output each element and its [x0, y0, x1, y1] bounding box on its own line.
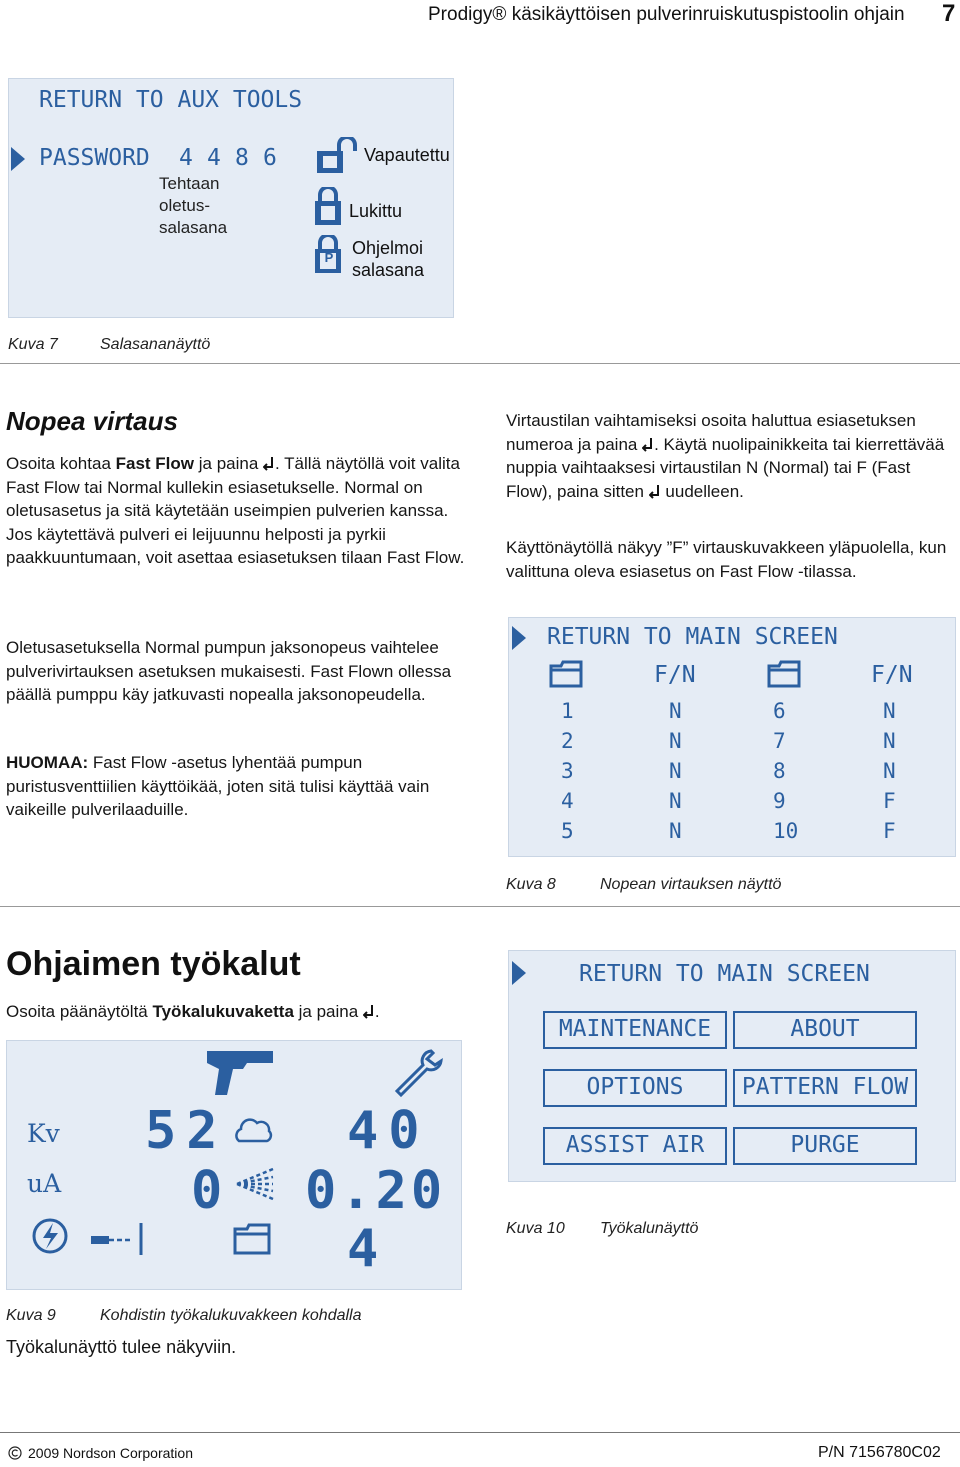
- note-line: salasana: [159, 218, 228, 237]
- label-line: salasana: [352, 260, 425, 280]
- caption-title: Työkalunäyttö: [600, 1220, 699, 1237]
- preset-mode[interactable]: N: [883, 699, 896, 723]
- caption-number: Kuva 8: [506, 876, 556, 893]
- text-bold: Työkalukuvaketta: [152, 1002, 294, 1021]
- purge-button[interactable]: PURGE: [733, 1127, 917, 1165]
- fn-header: F/N: [871, 662, 913, 688]
- footer-part-number: P/N 7156780C02: [818, 1444, 941, 1461]
- text: .: [374, 1002, 380, 1021]
- enter-key-icon: [363, 1004, 375, 1020]
- section-heading-tools: Ohjaimen työkalut: [6, 945, 301, 983]
- preset-numbers-right: [773, 696, 798, 846]
- return-main-screen[interactable]: RETURN TO MAIN SCREEN: [547, 624, 838, 650]
- password-label: PASSWORD: [39, 145, 150, 171]
- preset-folder-icon: [233, 1223, 273, 1257]
- preset-number[interactable]: 2: [561, 729, 574, 753]
- cursor-arrow-icon: [512, 626, 526, 650]
- enter-key-icon: [649, 484, 661, 500]
- tools-screen: [508, 950, 956, 1182]
- spray-pattern-icon: [233, 1165, 277, 1203]
- figure-8-title: [600, 876, 781, 894]
- caption-number: Kuva 7: [8, 336, 58, 353]
- running-header: [428, 4, 905, 26]
- preset-numbers-left: [561, 696, 574, 846]
- text-bold: Fast Flow: [115, 454, 195, 473]
- note-label: HUOMAA:: [6, 753, 89, 772]
- pattern-flow-button[interactable]: PATTERN FLOW: [733, 1069, 917, 1107]
- text: uudelleen.: [660, 481, 744, 501]
- tools-paragraph: [6, 1000, 466, 1024]
- preset-number[interactable]: 7: [773, 729, 786, 753]
- default-password-note: [159, 173, 227, 239]
- text: ja paina: [194, 454, 264, 473]
- right-paragraph-1: [506, 409, 956, 503]
- wrench-tool-icon[interactable]: [391, 1047, 443, 1099]
- figure-9-caption: [6, 1307, 56, 1325]
- return-aux-tools[interactable]: RETURN TO AUX TOOLS: [39, 87, 303, 113]
- gun-flush-icon: [89, 1221, 145, 1257]
- preset-number[interactable]: 9: [773, 789, 786, 813]
- preset-folder-icon: [549, 660, 583, 688]
- page-number: 7: [942, 0, 956, 27]
- return-main-screen[interactable]: RETURN TO MAIN SCREEN: [579, 961, 870, 987]
- about-button[interactable]: ABOUT: [733, 1011, 917, 1049]
- password-digit[interactable]: 4: [207, 145, 221, 171]
- figure-9-title: [100, 1307, 362, 1325]
- options-button[interactable]: OPTIONS: [543, 1069, 727, 1107]
- preset-mode[interactable]: N: [883, 729, 896, 753]
- ua-value: 0: [191, 1161, 223, 1221]
- program-password-label: [352, 237, 424, 281]
- caption-title: Kohdistin työkalukuvakkeen kohdalla: [100, 1307, 362, 1324]
- preset-number[interactable]: 5: [561, 819, 574, 843]
- preset-mode[interactable]: N: [883, 759, 896, 783]
- figure-10-title: [600, 1220, 698, 1238]
- kv-value: 52: [145, 1101, 228, 1161]
- preset-mode[interactable]: N: [669, 759, 682, 783]
- header-title: Prodigy® käsikäyttöisen pulverinruiskutuspistoolin ohjain: [428, 4, 905, 25]
- text: . Käytä nuolipainikkeita tai kierrettävää nuppia vaihtaaksesi virtaustilan N (Normal) tai F (Fast Flow), paina sitten: [506, 434, 945, 501]
- password-digit[interactable]: 4: [179, 145, 193, 171]
- text: ja paina: [293, 1002, 363, 1021]
- preset-number[interactable]: 8: [773, 759, 786, 783]
- assist-air-button[interactable]: ASSIST AIR: [543, 1127, 727, 1165]
- fast-flow-screen: [508, 617, 956, 857]
- powder-cloud-icon: [231, 1115, 275, 1149]
- preset-mode[interactable]: N: [669, 699, 682, 723]
- note-text: Fast Flow -asetus lyhentää pumpun puristusventtiilien käyttöikää, joten sitä tulisi käyttää vain vaikeille pulverilaaduille.: [6, 753, 430, 819]
- note-line: Tehtaan: [159, 174, 220, 193]
- cursor-arrow-icon: [11, 147, 25, 171]
- label-line: Ohjelmoi: [352, 238, 424, 258]
- fast-flow-note: [6, 751, 466, 822]
- fast-flow-paragraph-2: Oletusasetuksella Normal pumpun jaksonopeus vaihtelee pulverivirtauksen asetuksen mukaisesti. Fast Flown ollessa päällä pumppu käy jatkuvasti nopealla jaksonopeudella.: [6, 638, 452, 704]
- preset-mode[interactable]: N: [669, 789, 682, 813]
- spray-gun-icon[interactable]: [203, 1047, 277, 1099]
- footer-rule: [0, 1432, 960, 1433]
- caption-number: Kuva 9: [6, 1307, 56, 1324]
- enter-key-icon: [263, 456, 275, 472]
- figure-8-caption: [506, 876, 556, 894]
- note-line: oletus-: [159, 196, 211, 215]
- text: Virtaustilan vaihtamiseksi osoita haluttua esiasetuksen numeroa ja paina: [506, 411, 916, 454]
- preset-mode[interactable]: F: [883, 789, 896, 813]
- text: Osoita kohtaa: [6, 454, 116, 473]
- password-digit[interactable]: 6: [263, 145, 277, 171]
- caption-title: Nopean virtauksen näyttö: [600, 876, 782, 893]
- program-lock-letter: P: [324, 250, 334, 265]
- preset-modes-left: [669, 696, 682, 846]
- cursor-arrow-icon: [512, 961, 526, 985]
- text: . Tällä näytöllä voit valita Fast Flow tai Normal kullekin esiasetukselle. Normal on oletusasetus ja sitä käytetään useimpien pulverien kanssa. Jos käytettävä pulveri ei leijuunnu helposti ja pyrkii paakkuuntumaan, voit asettaa esiasetuksen tilaan Fast Flow.: [6, 454, 465, 567]
- right-paragraph-2: Käyttönäytöllä näkyy ”F” virtauskuvakkeen yläpuolella, kun valittuna oleva esiasetus on Fast Flow -tilassa.: [506, 538, 947, 581]
- fn-header: F/N: [654, 662, 696, 688]
- flow-value: 40: [347, 1101, 430, 1161]
- figure-7-title: [100, 336, 210, 354]
- preset-mode[interactable]: N: [669, 729, 682, 753]
- tools-screen-note: Työkalunäyttö tulee näkyviin.: [6, 1337, 237, 1357]
- unlocked-icon: [315, 137, 359, 177]
- password-digit[interactable]: 8: [235, 145, 249, 171]
- divider: [0, 906, 960, 907]
- main-run-screen: [6, 1040, 462, 1290]
- atomizing-value: 0.20: [305, 1161, 447, 1221]
- ua-label: uA: [27, 1169, 62, 1198]
- figure-10-caption: [506, 1220, 565, 1238]
- enter-key-icon: [642, 437, 654, 453]
- footer-copyright: 2009 Nordson Corporation: [28, 1445, 193, 1461]
- preset-number[interactable]: 10: [773, 819, 799, 843]
- preset-modes-right: [883, 696, 896, 846]
- text: Osoita päänäytöltä: [6, 1002, 153, 1021]
- section-heading-fast-flow: Nopea virtaus: [6, 406, 178, 436]
- caption-title: Salasananäyttö: [100, 336, 211, 353]
- preset-number[interactable]: 4: [561, 789, 574, 813]
- locked-label: Lukittu: [349, 201, 403, 221]
- preset-number[interactable]: 3: [561, 759, 574, 783]
- copyright-icon: [8, 1446, 22, 1460]
- electrostatic-icon: [31, 1217, 69, 1255]
- kv-label: Kv: [27, 1119, 60, 1148]
- locked-icon: [313, 187, 345, 227]
- unlocked-label: Vapautettu: [364, 145, 450, 165]
- divider: [0, 363, 960, 364]
- preset-mode[interactable]: N: [669, 819, 682, 843]
- preset-folder-icon: [767, 660, 801, 688]
- preset-number[interactable]: 1: [561, 699, 574, 723]
- caption-number: Kuva 10: [506, 1220, 565, 1237]
- fast-flow-paragraph-1: [6, 452, 466, 570]
- figure-7-caption: [8, 336, 58, 354]
- maintenance-button[interactable]: MAINTENANCE: [543, 1011, 727, 1049]
- password-screen: [8, 78, 454, 318]
- preset-mode[interactable]: F: [883, 819, 896, 843]
- preset-value: 4: [347, 1219, 379, 1279]
- preset-number[interactable]: 6: [773, 699, 786, 723]
